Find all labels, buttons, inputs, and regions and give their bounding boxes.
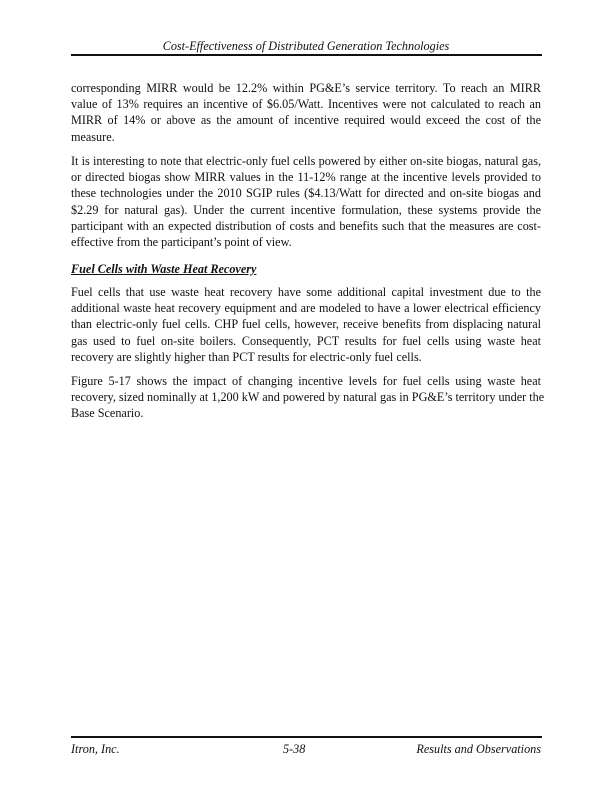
text-line: these technologies under the 2010 SGIP rules ($4.13/Watt for directed and on-site biogas and — [71, 186, 541, 201]
footer-rule — [71, 736, 542, 738]
text-line: MIRR of 14% or above as the amount of incentive required would exceed the cost of the — [71, 113, 541, 128]
paragraph-1 — [71, 80, 541, 145]
text-line: Figure 5-17 shows the impact of changing incentive levels for fuel cells using waste heat — [71, 374, 541, 388]
text-line: gas used to fuel on-site boilers. Consequently, PCT results for fuel cells using waste heat — [71, 333, 541, 348]
text-line: participant with an expected distribution of costs and benefits such that the measures are cost- — [71, 218, 541, 233]
text-line: effective from the participant’s point of view. — [71, 234, 292, 249]
text-line: measure. — [71, 129, 115, 144]
section-heading: Fuel Cells with Waste Heat Recovery — [71, 262, 257, 276]
text-line: $2.29 for natural gas). Under the current incentive formulation, these systems provide the — [71, 202, 541, 217]
paragraph-2 — [71, 153, 541, 250]
text-line: Base Scenario. — [71, 406, 144, 421]
text-line: Fuel cells that use waste heat recovery have some additional capital investment due to the — [71, 285, 541, 299]
footer-section: Results and Observations — [416, 742, 541, 756]
page-number: 5-38 — [283, 742, 306, 756]
header-rule — [71, 54, 542, 56]
text-line: or directed biogas show MIRR values in the 11-12% range at the incentive levels provided to — [71, 170, 541, 185]
text-line: recovery, sized nominally at 1,200 kW and powered by natural gas in PG&E’s territory under the — [71, 390, 545, 405]
text-line: recovery are slightly higher than PCT results for electric-only fuel cells. — [71, 349, 422, 364]
text-line: additional waste heat recovery equipment and are modeled to have a lower electrical efficiency — [71, 301, 541, 316]
paragraph-3 — [71, 284, 541, 365]
footer-company: Itron, Inc. — [71, 742, 120, 756]
running-header: Cost-Effectiveness of Distributed Generation Technologies — [162, 39, 450, 53]
paragraph-4 — [71, 373, 545, 422]
text-line: than electric-only fuel cells. CHP fuel cells, however, receive benefits from displacing natural — [71, 317, 541, 332]
text-line: corresponding MIRR would be 12.2% within PG&E’s service territory. To reach an MIRR — [71, 81, 541, 95]
text-line: It is interesting to note that electric-only fuel cells powered by either on-site biogas, natural gas, — [71, 154, 541, 168]
text-line: value of 13% requires an incentive of $6.05/Watt. Incentives were not calculated to reach an — [71, 97, 541, 112]
